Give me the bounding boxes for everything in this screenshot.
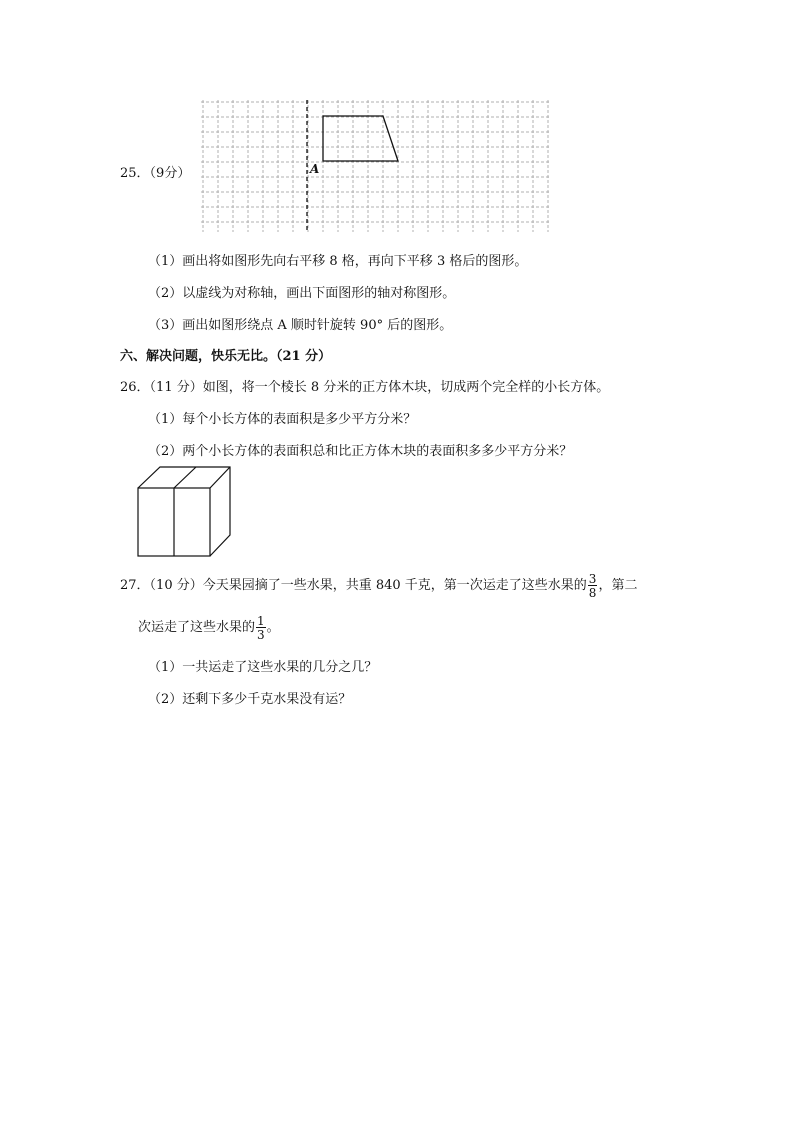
frac2-denominator: 3: [257, 627, 265, 642]
cuboid-figure: [134, 463, 234, 559]
q26-stem: 26．（11 分）如图，将一个棱长 8 分米的正方体木块，切成两个完全样的小长方体。: [120, 380, 610, 395]
frac1-numerator: 3: [588, 571, 597, 586]
q27-sub2: （2）还剩下多少千克水果没有运？: [148, 692, 352, 707]
frac1-denominator: 8: [588, 585, 597, 600]
q27-line2-part1: 次运走了这些水果的: [138, 620, 256, 635]
section6-title: 六、解决问题，快乐无比。（21 分）: [120, 349, 332, 364]
q25-sub2: （2）以虚线为对称轴，画出下面图形的轴对称图形。: [148, 286, 456, 301]
q27-line2-part2: 。: [266, 620, 280, 635]
fraction-three-eighths: [588, 573, 598, 599]
q25-sub3: （3）画出如图形绕点 A 顺时针旋转 90° 后的图形。: [148, 318, 453, 333]
q25-label: 25．（9分）: [120, 166, 191, 181]
q27-stem-part1: 27．（10 分）今天果园摘了一些水果，共重 840 千克，第一次运走了这些水果的: [120, 578, 587, 593]
fraction-one-third: [256, 615, 266, 641]
point-a-label: A: [310, 162, 320, 176]
q27-line2: [138, 612, 280, 644]
q27-line1: [120, 570, 637, 602]
q26-sub1: （1）每个小长方体的表面积是多少平方分米？: [148, 412, 417, 427]
grid-figure: [201, 100, 549, 232]
q27-sub1: （1）一共运走了这些水果的几分之几？: [148, 660, 378, 675]
trapezoid-shape: [323, 116, 398, 161]
q26-sub2: （2）两个小长方体的表面积总和比正方体木块的表面积多多少平方分米？: [148, 444, 573, 459]
frac2-numerator: 1: [257, 613, 265, 628]
q25-sub1: （1）画出将如图形先向右平移 8 格，再向下平移 3 格后的图形。: [148, 254, 528, 269]
q27-stem-part2: ，第二: [598, 578, 638, 593]
